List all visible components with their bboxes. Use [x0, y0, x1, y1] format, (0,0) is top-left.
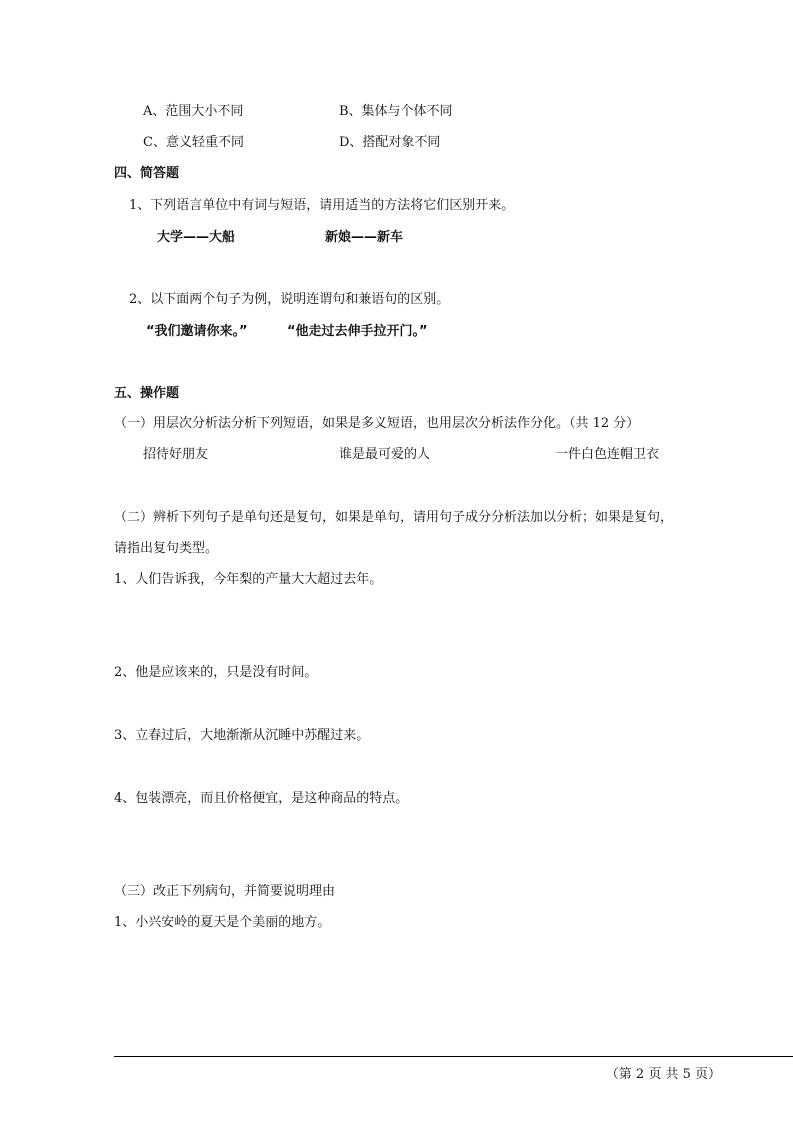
section4-q1-pair2: 新娘——新车 [325, 230, 404, 245]
section4-q2-sentence1: “我们邀请你来。” [146, 324, 248, 339]
section5-part3-text: （三）改正下列病句，并简要说明理由 [114, 884, 336, 899]
section5-heading: 五、操作题 [114, 386, 180, 401]
section5-part1-text: （一）用层次分析法分析下列短语，如果是多义短语，也用层次分析法作分化。（共 12 分） [114, 416, 640, 431]
section4-q1-pair1: 大学——大船 [157, 230, 236, 245]
section4-q2-sentence2: “他走过去伸手拉开门。” [287, 324, 428, 339]
option-c: C、意义轻重不同 [143, 135, 244, 150]
section5-phrase-1: 招待好朋友 [143, 447, 209, 462]
section5-phrase-2: 谁是最可爱的人 [339, 447, 431, 462]
page-number: （第 2 页 共 5 页） [605, 1067, 721, 1082]
section5-part2-text-line1: （二）辨析下列句子是单句还是复句，如果是单句，请用句子成分分析法加以分析；如果是复句， [114, 510, 674, 525]
section5-part2-item-3: 3、立春过后，大地渐渐从沉睡中苏醒过来。 [114, 728, 370, 743]
section4-q2-text: 2、以下面两个句子为例，说明连谓句和兼语句的区别。 [129, 292, 450, 307]
section5-part2-item-1: 1、人们告诉我，今年梨的产量大大超过去年。 [114, 572, 383, 587]
section4-q1-text: 1、下列语言单位中有词与短语，请用适当的方法将它们区别开来。 [129, 198, 515, 213]
section5-part2-item-2: 2、他是应该来的，只是没有时间。 [114, 665, 318, 680]
section5-part3-item-1: 1、小兴安岭的夏天是个美丽的地方。 [114, 915, 331, 930]
section5-part2-text-line2: 请指出复句类型。 [114, 541, 219, 556]
footer-rule [114, 1056, 793, 1057]
section5-phrase-3: 一件白色连帽卫衣 [555, 447, 660, 462]
section4-heading: 四、简答题 [114, 166, 180, 181]
option-d: D、搭配对象不同 [339, 135, 441, 150]
option-b: B、集体与个体不同 [339, 104, 453, 119]
section5-part2-item-4: 4、包装漂亮，而且价格便宜，是这种商品的特点。 [114, 791, 409, 806]
option-a: A、范围大小不同 [143, 104, 244, 119]
